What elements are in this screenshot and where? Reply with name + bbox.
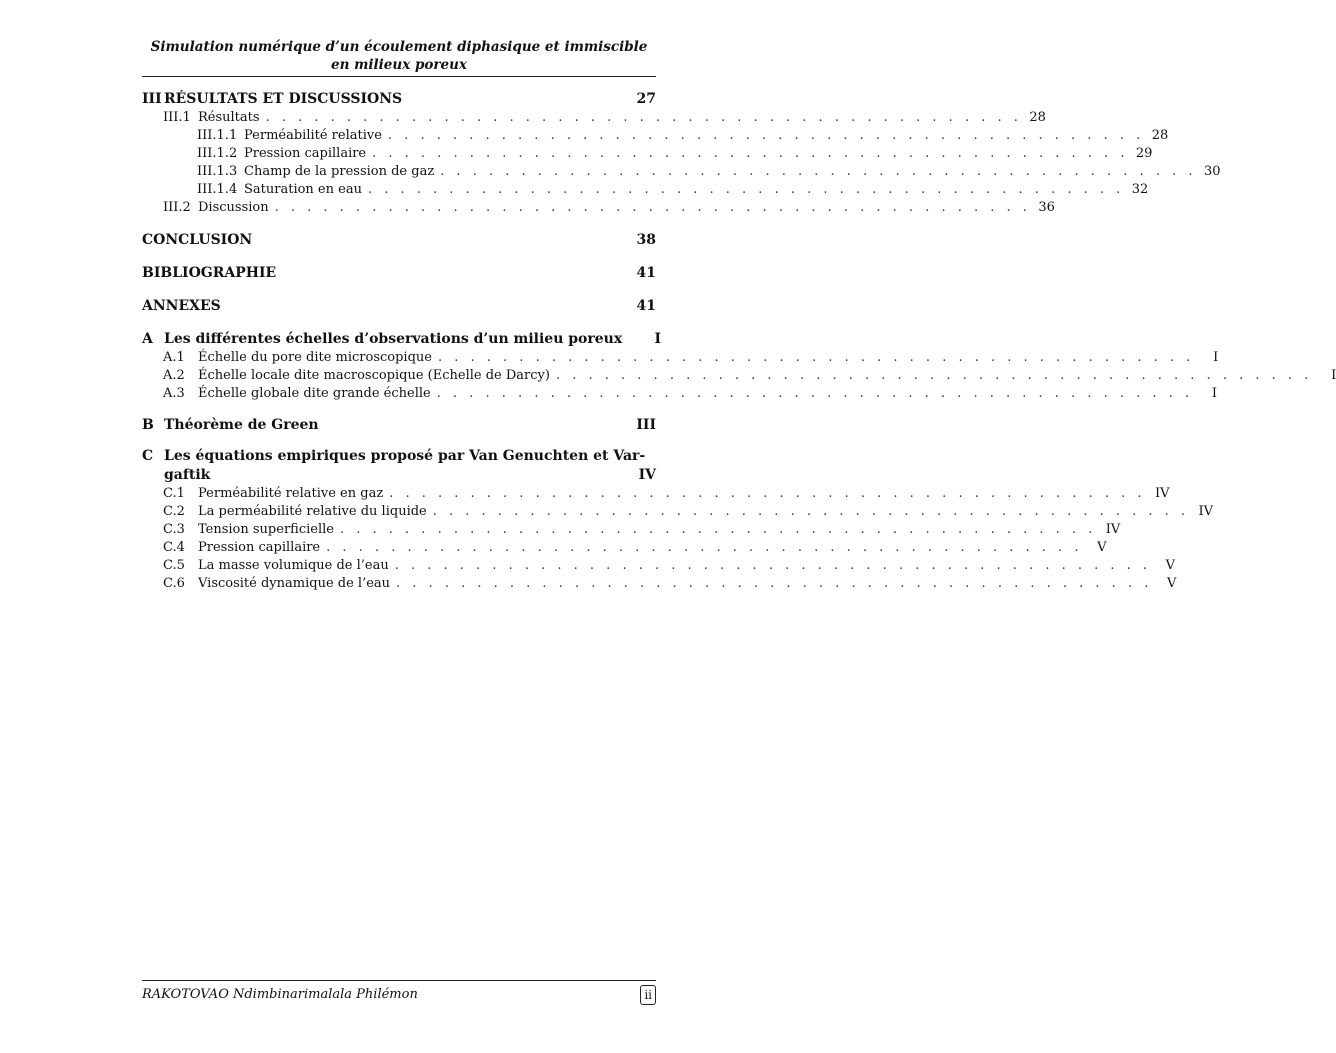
toc-title: Échelle du pore dite microscopique xyxy=(198,350,432,365)
toc-conclusion[interactable] xyxy=(142,230,656,250)
toc-page: 41 xyxy=(636,298,656,314)
toc-dot-leader: . . . . . . . . . . . . . . . . . . . . . . . . . . . . . . . . . . . . . . . . . . . . . . . xyxy=(437,350,1195,365)
toc-number: III.1 xyxy=(163,110,191,125)
toc-number: A.3 xyxy=(163,386,185,401)
toc-dot-leader: . . . . . . . . . . . . . . . . . . . . . . . . . . . . . . . . . . . . . . . . . . . . . . . xyxy=(432,504,1190,519)
toc-appendix-c-line1 xyxy=(142,447,656,466)
toc-number: III.1.1 xyxy=(197,128,238,143)
toc-page: 30 xyxy=(1203,164,1221,179)
toc-title: La perméabilité relative du liquide xyxy=(198,504,427,519)
toc-number: C xyxy=(142,448,154,464)
toc-subsection-iii-1-4[interactable] xyxy=(142,181,1149,199)
toc-page: III xyxy=(636,417,656,433)
toc-number: C.2 xyxy=(163,504,185,519)
toc-number: III.1.2 xyxy=(197,146,238,161)
toc-title: Les équations empiriques proposé par Van Genuchten et Var- xyxy=(164,448,646,464)
toc-subsection-iii-1-1[interactable] xyxy=(142,127,1169,145)
toc-title: Théorème de Green xyxy=(164,417,319,433)
toc-page: 32 xyxy=(1131,182,1149,197)
toc-title: Résultats xyxy=(198,110,260,125)
toc-number: B xyxy=(142,417,154,433)
toc-appendix-c-line2 xyxy=(142,466,656,485)
toc-dot-leader: . . . . . . . . . . . . . . . . . . . . . . . . . . . . . . . . . . . . . . . . . . . . . . . xyxy=(389,486,1146,501)
toc-title: Pression capillaire xyxy=(244,146,367,161)
toc-page: 28 xyxy=(1151,128,1169,143)
toc-page: IV xyxy=(1198,504,1214,519)
toc-number: C.3 xyxy=(163,522,185,537)
toc-title: Discussion xyxy=(198,200,269,215)
toc-page: 36 xyxy=(1038,200,1055,215)
toc-dot-leader: . . . . . . . . . . . . . . . . . . . . . . . . . . . . . . . . . . . . . . . . . . . . . . . xyxy=(440,164,1197,179)
toc-section-c-3[interactable] xyxy=(142,521,1121,539)
toc-page: I xyxy=(1211,386,1218,401)
toc-section-c-4[interactable] xyxy=(142,539,1107,557)
toc-dot-leader: . . . . . . . . . . . . . . . . . . . . . . . . . . . . . . . . . . . . . . . . . . . . . . . xyxy=(326,540,1083,555)
toc-page: 27 xyxy=(636,91,656,107)
toc-dot-leader: . . . . . . . . . . . . . . . . . . . . . . . . . . . . . . . . . . . . . . . . . . . . . . . xyxy=(367,182,1125,197)
toc-section-iii-1[interactable] xyxy=(142,109,1046,127)
toc-section-a-1[interactable] xyxy=(142,349,1219,367)
toc-title: RÉSULTATS ET DISCUSSIONS xyxy=(164,91,403,107)
toc-title: Échelle locale dite macroscopique (Echelle de Darcy) xyxy=(198,368,550,383)
toc-number: C.5 xyxy=(163,558,185,573)
toc-dot-leader: . . . . . . . . . . . . . . . . . . . . . . . . . . . . . . . . . . . . . . . . . . . . . . . xyxy=(339,522,1097,537)
toc-page: 41 xyxy=(636,265,656,281)
header-rule xyxy=(142,76,656,77)
toc-page: I xyxy=(1213,350,1219,365)
toc-subsection-iii-1-2[interactable] xyxy=(142,145,1153,163)
toc-title: Perméabilité relative xyxy=(244,128,382,143)
toc-number: C.6 xyxy=(163,576,185,591)
toc-title: BIBLIOGRAPHIE xyxy=(142,265,277,281)
toc-section-a-2[interactable] xyxy=(142,367,1336,385)
toc-page: 28 xyxy=(1029,110,1046,125)
toc-subsection-iii-1-3[interactable] xyxy=(142,163,1221,181)
toc-appendix-a[interactable] xyxy=(142,329,662,349)
toc-number: C.4 xyxy=(163,540,185,555)
toc-page: IV xyxy=(1105,522,1121,537)
toc-title: Les différentes échelles d’observations d’un milieu poreux xyxy=(164,331,623,347)
toc-title: Perméabilité relative en gaz xyxy=(198,486,384,501)
toc-number: III.2 xyxy=(163,200,191,215)
toc-number: A.2 xyxy=(163,368,185,383)
toc-title: ANNEXES xyxy=(142,298,221,314)
toc-title-continuation: gaftik xyxy=(164,467,211,483)
toc-chapter-iii[interactable] xyxy=(142,89,656,109)
toc-number: A.1 xyxy=(163,350,185,365)
toc-title: Viscosité dynamique de l’eau xyxy=(198,576,391,591)
toc-dot-leader: . . . . . . . . . . . . . . . . . . . . . . . . . . . . . . . . . . . . . . . . . . . . . . . xyxy=(396,576,1153,591)
toc-bibliographie[interactable] xyxy=(142,263,656,283)
toc-title: Pression capillaire xyxy=(198,540,321,555)
running-header: Simulation numérique d’un écoulement diphasique et immiscible en milieux poreux xyxy=(150,39,648,73)
toc-section-c-6[interactable] xyxy=(142,575,1177,593)
toc-section-c-5[interactable] xyxy=(142,557,1176,575)
toc-title: CONCLUSION xyxy=(142,232,253,248)
toc-title: Saturation en eau xyxy=(244,182,362,197)
toc-section-c-2[interactable] xyxy=(142,503,1214,521)
toc-annexes[interactable] xyxy=(142,296,656,316)
toc-dot-leader: . . . . . . . . . . . . . . . . . . . . . . . . . . . . . . . . . . . . . . . . . . . . . . . xyxy=(372,146,1129,161)
footer-page-number: ii xyxy=(640,985,656,1005)
toc-appendix-c[interactable] xyxy=(142,447,656,485)
toc-section-iii-2[interactable] xyxy=(142,199,1055,217)
footer-rule xyxy=(142,980,656,981)
toc-title: Tension superficielle xyxy=(198,522,334,537)
toc-number: III xyxy=(142,91,162,107)
footer-author: RAKOTOVAO Ndimbinarimalala Philémon xyxy=(142,987,418,1002)
toc-title: Échelle globale dite grande échelle xyxy=(198,386,431,401)
toc-title: La masse volumique de l’eau xyxy=(198,558,389,573)
toc-page: IV xyxy=(1154,486,1170,501)
toc-number: III.1.3 xyxy=(197,164,238,179)
toc-number: C.1 xyxy=(163,486,185,501)
toc-dot-leader: . . . . . . . . . . . . . . . . . . . . . . . . . . . . . . . . . . . . . . . . . . . . . . . xyxy=(394,558,1152,573)
toc-dot-leader: . . . . . . . . . . . . . . . . . . . . . . . . . . . . . . . . . . . . . . . . . . . . . . . xyxy=(555,368,1313,383)
toc-page: 38 xyxy=(636,232,656,248)
toc-page: IV xyxy=(638,467,656,483)
toc-dot-leader: . . . . . . . . . . . . . . . . . . . . . . . . . . . . . . . . . . . . . . . . . . . . . . . xyxy=(274,200,1031,215)
toc-page: V xyxy=(1097,540,1107,555)
toc-title: Champ de la pression de gaz xyxy=(244,164,435,179)
page-footer xyxy=(142,987,656,1007)
toc-section-c-1[interactable] xyxy=(142,485,1170,503)
table-of-contents xyxy=(142,89,1336,593)
toc-number: III.1.4 xyxy=(197,182,238,197)
toc-dot-leader: . . . . . . . . . . . . . . . . . . . . . . . . . . . . . . . . . . . . . . . . . . . . . . . xyxy=(265,110,1022,125)
toc-appendix-b[interactable] xyxy=(142,415,656,435)
toc-dot-leader: . . . . . . . . . . . . . . . . . . . . . . . . . . . . . . . . . . . . . . . . . . . . . . . xyxy=(387,128,1145,143)
toc-section-a-3[interactable] xyxy=(142,385,1218,403)
toc-page: 29 xyxy=(1135,146,1153,161)
toc-dot-leader: . . . . . . . . . . . . . . . . . . . . . . . . . . . . . . . . . . . . . . . . . . . . . . . xyxy=(436,386,1194,401)
toc-number: A xyxy=(142,331,153,347)
toc-page: I xyxy=(654,331,662,347)
toc-page: V xyxy=(1165,558,1176,573)
toc-page: V xyxy=(1166,576,1177,591)
toc-page: I xyxy=(1331,368,1336,383)
